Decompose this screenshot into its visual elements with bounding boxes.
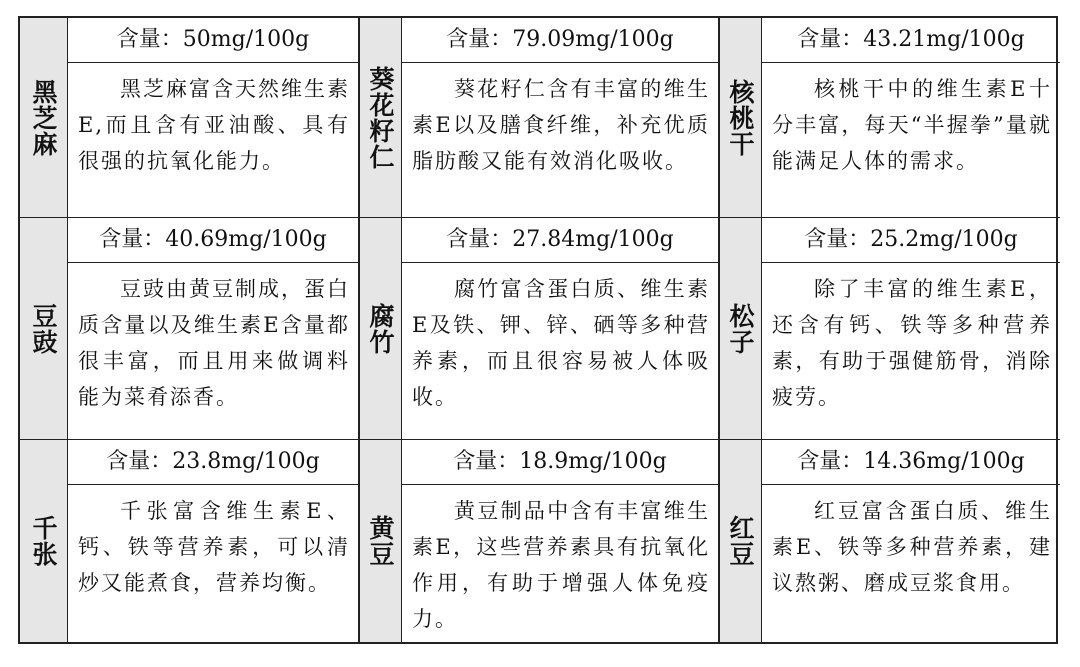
food-description: 黑芝麻富含天然维生素E,而且含有亚油酸、具有很强的抗氧化能力。 [78, 77, 350, 173]
food-name: 核桃干 [726, 78, 755, 157]
food-name-cell [718, 218, 762, 440]
food-name-cell [20, 18, 68, 218]
food-name: 黄豆 [366, 515, 395, 567]
food-amount: 含量：25.2mg/100g [762, 218, 1060, 263]
food-description: 红豆富含蛋白质、维生素E、铁等多种营养素，建议熬粥、磨成豆浆食用。 [772, 499, 1052, 595]
food-info-cell [68, 440, 358, 642]
food-name: 黑芝麻 [29, 78, 58, 157]
food-description: 豆豉由黄豆制成，蛋白质含量以及维生素E含量都很丰富，而且用来做调料能为菜肴添香。 [78, 277, 350, 409]
food-amount: 含量：79.09mg/100g [402, 18, 718, 63]
food-name: 豆豉 [29, 302, 58, 355]
food-info-cell [68, 218, 358, 440]
food-name: 千张 [29, 515, 58, 567]
food-name: 红豆 [726, 515, 755, 567]
vitamin-e-food-table [18, 16, 1058, 644]
food-amount: 含量：40.69mg/100g [68, 218, 358, 263]
food-info-cell [402, 18, 718, 218]
food-description: 腐竹富含蛋白质、维生素E及铁、钾、锌、硒等多种营养素，而且很容易被人体吸收。 [412, 277, 710, 409]
food-name-cell [358, 18, 402, 218]
food-info-cell [402, 218, 718, 440]
food-amount: 含量：18.9mg/100g [402, 440, 718, 485]
food-name-cell [718, 440, 762, 642]
food-info-cell [762, 218, 1060, 440]
food-description: 除了丰富的维生素E，还含有钙、铁等多种营养素，有助于强健筋骨，消除疲劳。 [772, 277, 1052, 409]
food-name-cell [358, 440, 402, 642]
food-info-cell [762, 440, 1060, 642]
food-description: 千张富含维生素E、钙、铁等营养素，可以清炒又能煮食，营养均衡。 [78, 499, 350, 595]
food-description: 黄豆制品中含有丰富维生素E，这些营养素具有抗氧化作用，有助于增强人体免疫力。 [412, 499, 710, 631]
food-amount: 含量：23.8mg/100g [68, 440, 358, 485]
food-name: 葵花籽仁 [366, 65, 395, 170]
food-info-cell [68, 18, 358, 218]
food-name: 松子 [726, 302, 755, 355]
food-name-cell [718, 18, 762, 218]
food-name-cell [20, 218, 68, 440]
food-name-cell [358, 218, 402, 440]
food-name: 腐竹 [366, 302, 395, 355]
food-amount: 含量：14.36mg/100g [762, 440, 1060, 485]
food-name-cell [20, 440, 68, 642]
food-info-cell [402, 440, 718, 642]
food-amount: 含量：43.21mg/100g [762, 18, 1060, 63]
food-info-cell [762, 18, 1060, 218]
food-amount: 含量：27.84mg/100g [402, 218, 718, 263]
food-amount: 含量：50mg/100g [68, 18, 358, 63]
food-description: 葵花籽仁含有丰富的维生素E以及膳食纤维，补充优质脂肪酸又能有效消化吸收。 [412, 77, 710, 173]
food-description: 核桃干中的维生素E十分丰富，每天“半握拳”量就能满足人体的需求。 [772, 77, 1052, 173]
